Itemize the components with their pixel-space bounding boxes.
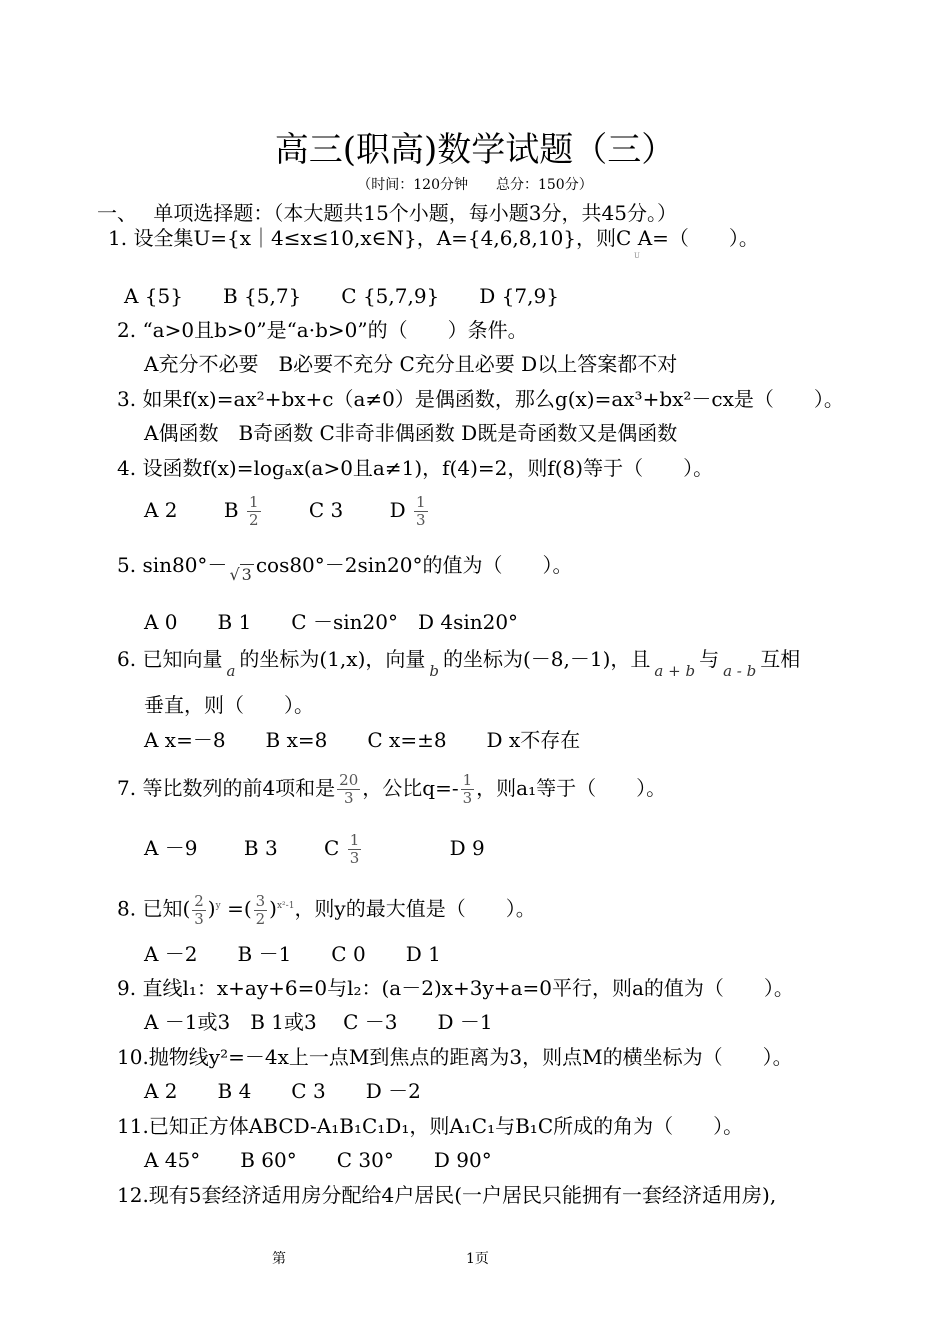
sqrt-symbol: √ 3 [229, 565, 252, 584]
question-1-subscript: U [634, 252, 640, 260]
option-d: D 9 [449, 836, 485, 860]
question-8-options: A －2 B －1 C 0 D 1 [144, 942, 441, 966]
question-4-stem: 4. 设函数f(x)=logₐx(a>0且a≠1)，f(4)=2，则f(8)等于（ ）。 [117, 456, 714, 480]
vector-a: a [226, 662, 236, 680]
vector-sum: a + b [654, 662, 696, 680]
footer-page-prefix: 第 [272, 1251, 286, 1267]
option-d: D [389, 498, 406, 522]
fraction-one-third: $\frac{1}{3}$ [416, 493, 426, 529]
question-9-stem: 9. 直线l₁：x+ay+6=0与l₂：(a－2)x+3y+a=0平行，则a的值为（ ）。 [117, 976, 794, 1000]
question-7-stem: 7. 等比数列的前4项和是 $\frac{20}{3}$ ，公比q=- $\frac{1}{3}$ ，则a₁等于（ ）。 [117, 771, 667, 807]
fraction-twenty-thirds: $\frac{20}{3}$ [339, 771, 359, 807]
section-heading: 一、 单项选择题：（本大题共15个小题，每小题3分，共45分。） [97, 201, 677, 225]
question-10-options: A 2 B 4 C 3 D －2 [144, 1079, 421, 1103]
question-11-options: A 45° B 60° C 30° D 90° [144, 1148, 492, 1172]
fraction-one-third: $\frac{1}{3}$ [349, 831, 360, 867]
question-3-stem: 3. 如果f(x)=ax²+bx+c（a≠0）是偶函数，那么g(x)=ax³+bx²－cx是（ ）。 [117, 387, 844, 411]
question-1-options: A {5} B {5,7} C {5,7,9} D {7,9} [124, 284, 559, 308]
fraction-two-thirds: $\frac{2}{3}$ [194, 891, 204, 928]
question-7-options [144, 832, 485, 867]
question-5-options: A 0 B 1 C －sin20° D 4sin20° [144, 610, 519, 634]
footer-page-number: 1页 [466, 1251, 489, 1267]
fraction-one-third: $\frac{1}{3}$ [462, 771, 473, 807]
fraction-three-halves: $\frac{3}{2}$ [255, 891, 266, 928]
question-2-options: A充分不必要 B必要不充分 C充分且必要 D以上答案都不对 [144, 352, 678, 376]
exam-info: （时间：120分钟 总分：150分） [357, 177, 593, 193]
question-10-stem: 10.抛物线y²=－4x上一点M到焦点的距离为3，则点M的横坐标为（ ）。 [117, 1045, 793, 1069]
option-c: C [324, 836, 340, 860]
question-8-stem: 8. 已知( $\frac{2}{3}$ )$^y$ =( $\frac{3}{2}$ )$^{x^2-1}$，则y的最大值是（ ）。 [117, 891, 536, 928]
page-title: 高三(职高)数学试题（三） [274, 130, 676, 170]
question-5-stem: 5. sin80°－ √ 3 cos80°－2sin20°的值为（ ）。 [117, 551, 573, 589]
vector-b: b [429, 662, 439, 680]
question-6-stem: 6. 已知向量 a 的坐标为(1,x)，向量 b 的坐标为(－8,－1)，且 a + b 与 a - b 互相 [117, 645, 800, 685]
question-9-options: A －1或3 B 1或3 C －3 D －1 [144, 1010, 493, 1034]
option-a: A －9 [144, 836, 198, 860]
option-b: B 3 [243, 836, 278, 860]
question-6-line2: 垂直，则（ ）。 [144, 693, 314, 717]
fraction-one-half: $\frac{1}{2}$ [248, 493, 259, 529]
question-3-options: A偶函数 B奇函数 C非奇非偶函数 D既是奇函数又是偶函数 [144, 421, 678, 445]
option-b: B [223, 498, 239, 522]
question-1-stem: 1. 设全集U={x｜4≤x≤10,x∈N}，A={4,6,8,10}，则C A=（ ）。 [108, 226, 759, 250]
vector-diff: a - b [723, 662, 757, 680]
question-4-options [144, 494, 430, 529]
question-2-stem: 2. “a>0且b>0”是“a·b>0”的（ ）条件。 [117, 318, 528, 342]
question-11-stem: 11.已知正方体ABCD-A₁B₁C₁D₁，则A₁C₁与B₁C所成的角为（ ）。 [117, 1114, 744, 1138]
question-12-stem: 12.现有5套经济适用房分配给4户居民(一户居民只能拥有一套经济适用房), [117, 1183, 777, 1207]
question-6-options: A x=－8 B x=8 C x=±8 D x不存在 [144, 728, 581, 752]
option-c: C 3 [308, 498, 344, 522]
option-a: A 2 [144, 498, 178, 522]
